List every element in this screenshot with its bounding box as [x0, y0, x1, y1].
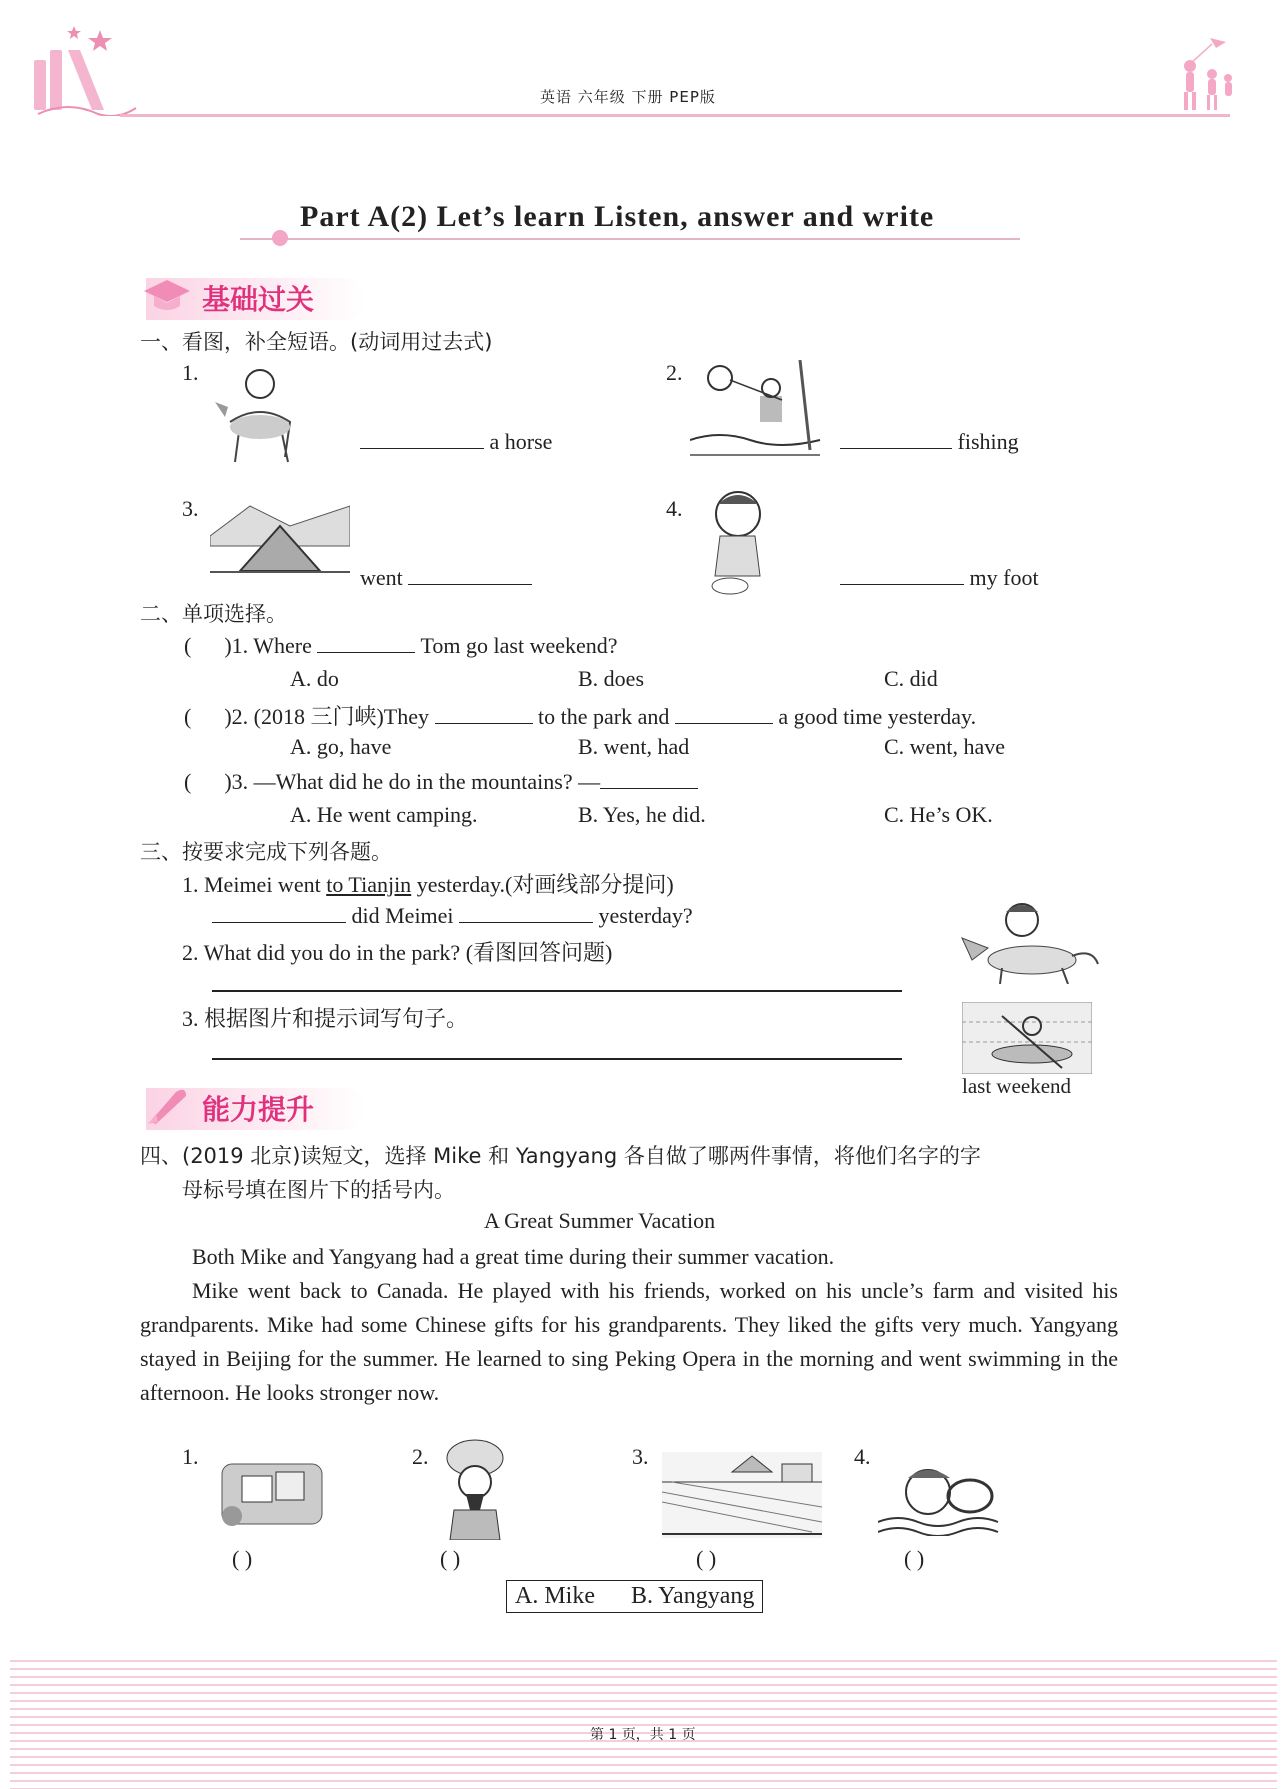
- q3-title: 三、按要求完成下列各题。: [140, 840, 392, 864]
- q3-item1-end: yesterday?: [598, 903, 693, 928]
- boy-riding-horse-small-image: [952, 898, 1102, 989]
- q2-item1-stem-a: Where: [253, 633, 312, 658]
- q2-item2-stem-c: a good time yesterday.: [778, 704, 977, 729]
- q2-item3-row: ( )3. —What did he do in the mountains? —: [184, 768, 698, 795]
- page-title: Part A(2) Let’s learn Listen, answer and write: [300, 200, 935, 233]
- pic-3-number: 3.: [632, 1444, 649, 1469]
- answer-blank[interactable]: [840, 564, 964, 585]
- q1-item4-text: my foot: [969, 565, 1039, 590]
- options-box: A. Mike B. Yangyang: [506, 1580, 763, 1613]
- answer-blank[interactable]: [600, 768, 698, 789]
- gift-boxes-image: [212, 1444, 332, 1539]
- tent-camping-image: [210, 496, 350, 581]
- section-heading-basic: 基础过关: [202, 283, 315, 316]
- pic-2-answer[interactable]: ( ): [440, 1546, 461, 1571]
- title-rule: [240, 238, 1020, 240]
- boy-fishing-image: [690, 360, 830, 469]
- q3-item1-text-b: yesterday.(对画线部分提问): [411, 872, 674, 897]
- q2-item2-option-c[interactable]: C. went, have: [884, 734, 1005, 759]
- title-dot: [272, 230, 288, 246]
- q2-item1-row: ( )1. Where Tom go last weekend?: [184, 633, 618, 658]
- q2-title: 二、单项选择。: [140, 602, 287, 626]
- header-text: 英语 六年级 下册 PEP版: [540, 88, 716, 106]
- q1-item2-text: fishing: [957, 429, 1019, 454]
- q1-item3-number: 3.: [182, 496, 199, 521]
- q1-item4-answer: [840, 564, 1039, 591]
- answer-line[interactable]: [212, 1058, 902, 1060]
- pic-2-number: 2.: [412, 1444, 429, 1469]
- q1-item3-answer: [360, 564, 532, 591]
- answer-line[interactable]: [212, 990, 902, 992]
- answer-blank[interactable]: [435, 703, 533, 724]
- q1-item3-text: went: [360, 565, 403, 590]
- pic-4-number: 4.: [854, 1444, 871, 1469]
- q1-item4-number: 4.: [666, 496, 683, 521]
- boy-hurt-foot-image: [700, 486, 780, 605]
- answer-blank[interactable]: [212, 902, 346, 923]
- answer-blank[interactable]: [360, 428, 484, 449]
- q3-item1: [182, 868, 674, 899]
- q2-item3-option-b[interactable]: B. Yes, he did.: [578, 802, 706, 827]
- q2-item2-row: ( )2. (2018 三门峡)They to the park and a good time yesterday.: [184, 704, 977, 729]
- q4-title-line2: 母标号填在图片下的括号内。: [182, 1178, 455, 1202]
- q2-item2-number: )2.: [224, 704, 249, 729]
- boy-swimming-image: [878, 1452, 1004, 1541]
- q2-item2-option-a[interactable]: A. go, have: [290, 734, 392, 759]
- q3-item1-text-a: 1. Meimei went: [182, 872, 327, 897]
- q3-item3: 3. 根据图片和提示词写句子。: [182, 1006, 469, 1031]
- q3-item1-underlined: to Tianjin: [326, 872, 412, 897]
- header-logo: [28, 20, 138, 121]
- q1-title: 一、看图，补全短语。(动词用过去式): [140, 330, 493, 354]
- q2-item3-option-a[interactable]: A. He went camping.: [290, 802, 478, 827]
- graduation-cap-icon: [142, 276, 192, 321]
- passage-title: A Great Summer Vacation: [484, 1208, 716, 1233]
- q2-item3-option-c[interactable]: C. He’s OK.: [884, 802, 993, 827]
- pic-1-answer[interactable]: ( ): [232, 1546, 253, 1571]
- peking-opera-image: [440, 1436, 510, 1545]
- q2-item1-number: )1.: [224, 633, 249, 658]
- image-caption: last weekend: [962, 1074, 1072, 1098]
- answer-blank[interactable]: [675, 703, 773, 724]
- q3-item2: 2. What did you do in the park? (看图回答问题): [182, 940, 613, 965]
- q2-item3-stem-a: —What did he do in the mountains? —: [253, 769, 601, 794]
- boy-riding-horse-image: [210, 362, 310, 477]
- q4-title-line1: 四、(2019 北京)读短文，选择 Mike 和 Yangyang 各自做了哪两件事情，将他们名字的字: [140, 1144, 981, 1168]
- q2-item2-stem-a: (2018 三门峡)They: [253, 704, 430, 729]
- q2-item2-stem-b: to the park and: [538, 704, 670, 729]
- q2-item3-number: )3.: [224, 769, 249, 794]
- q3-item1-answer-line: [212, 902, 693, 929]
- farm-field-image: [662, 1452, 822, 1543]
- q1-item1-text: a horse: [489, 429, 553, 454]
- header-kids-illustration: [1160, 34, 1240, 119]
- footer-band: [10, 1654, 1277, 1789]
- q2-item1-option-c[interactable]: C. did: [884, 666, 938, 691]
- q2-item2-option-b[interactable]: B. went, had: [578, 734, 690, 759]
- q2-item1-stem-b: Tom go last weekend?: [420, 633, 618, 658]
- passage-paragraph-2: Mike went back to Canada. He played with his friends, worked on his uncle’s farm and visited his grandparents. Mike had some Chinese gifts for his grandparents. They liked the gifts very much. Yangyang stayed in Beijing for the summer. He learned to sing Peking Opera in the morning and went swimming in the afternoon. He looks stronger now.: [140, 1278, 1118, 1405]
- passage-paragraph-1: Both Mike and Yangyang had a great time during their summer vacation.: [192, 1244, 835, 1269]
- q1-item1-answer: [360, 428, 552, 455]
- pic-4-answer[interactable]: ( ): [904, 1546, 925, 1571]
- q1-item2-number: 2.: [666, 360, 683, 385]
- header-rule: [120, 114, 1230, 117]
- pic-3-answer[interactable]: ( ): [696, 1546, 717, 1571]
- q1-item2-answer: [840, 428, 1019, 455]
- q3-item1-mid: did Meimei: [351, 903, 454, 928]
- answer-blank[interactable]: [459, 902, 593, 923]
- answer-blank[interactable]: [317, 632, 415, 653]
- q2-item1-option-b[interactable]: B. does: [578, 666, 644, 691]
- rowing-boat-image: [962, 1002, 1092, 1079]
- q2-item1-option-a[interactable]: A. do: [290, 666, 339, 691]
- pic-1-number: 1.: [182, 1444, 199, 1469]
- q1-item1-number: 1.: [182, 360, 199, 385]
- rocket-icon: [142, 1084, 192, 1133]
- answer-blank[interactable]: [408, 564, 532, 585]
- answer-blank[interactable]: [840, 428, 952, 449]
- page-footer: 第 1 页，共 1 页: [590, 1727, 696, 1743]
- section-heading-advanced: 能力提升: [202, 1093, 315, 1126]
